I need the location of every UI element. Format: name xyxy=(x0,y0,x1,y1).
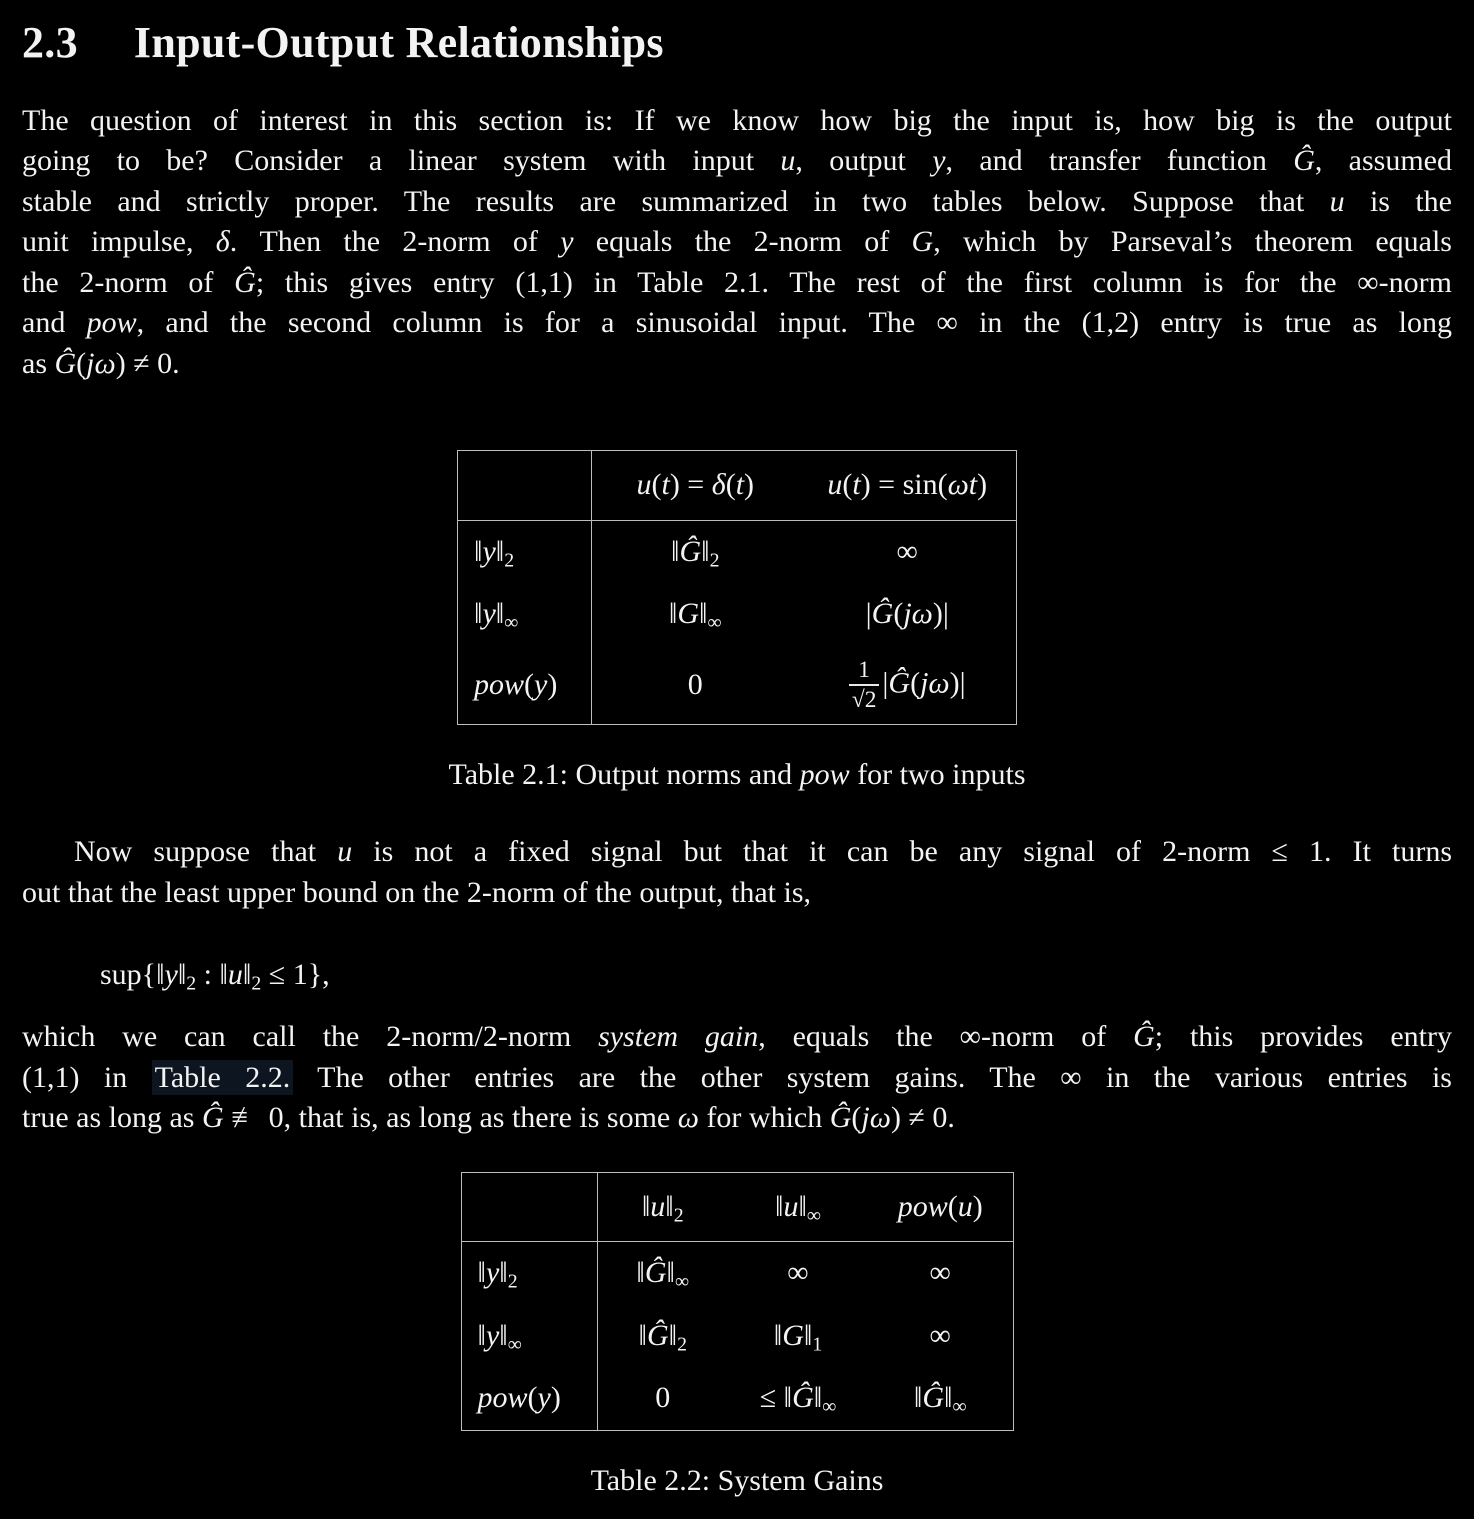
math-italic: Ĝ xyxy=(679,534,702,568)
row-label: pow(y) xyxy=(458,646,592,725)
table-system-gains xyxy=(461,1172,1014,1431)
table-cell: ∞ xyxy=(896,534,918,568)
paragraph-system-gain xyxy=(22,1017,1452,1139)
math-italic: pow xyxy=(897,1189,948,1223)
math-subscript: 2 xyxy=(504,549,515,572)
table-cell: 0 xyxy=(687,667,703,701)
math-italic: u xyxy=(1329,184,1345,218)
math-italic: y xyxy=(485,1256,500,1290)
math-italic: u xyxy=(227,958,243,992)
math-subscript: ∞ xyxy=(674,1270,690,1293)
column-header: u(t) = sin(ωt) xyxy=(799,451,1017,521)
math-italic: t xyxy=(852,468,861,502)
table-2-2-reference-link[interactable]: Table 2.2. xyxy=(152,1060,294,1095)
table-cell: $‖Ĝ‖_2$ xyxy=(638,1318,687,1356)
math-italic: y xyxy=(932,144,946,178)
math-italic: y xyxy=(537,1381,551,1415)
math-italic: jω xyxy=(86,346,116,380)
text-line: true as long as Ĝ ≢ 0, that is, as long as there is some ω for which Ĝ(jω) ≠ 0. xyxy=(22,1101,955,1135)
table-header-row xyxy=(458,451,1017,521)
math-subscript: 2 xyxy=(186,972,197,995)
math-italic: u xyxy=(827,468,843,502)
table-cell: ∞ xyxy=(929,1318,951,1352)
math-italic: t xyxy=(661,468,670,502)
math-italic: Ĝ xyxy=(1293,144,1315,178)
math-italic: u xyxy=(957,1189,973,1223)
math-italic: u xyxy=(650,1189,666,1223)
math-italic: t xyxy=(735,468,745,502)
table-cell: $‖Ĝ‖_\infty$ xyxy=(913,1381,967,1418)
column-header: $‖u‖_2$ xyxy=(597,1172,728,1242)
column-header: u(t) = δ(t) xyxy=(592,451,799,521)
row-label: pow(y) xyxy=(461,1367,597,1430)
math-italic: y xyxy=(482,534,496,568)
math-italic: pow xyxy=(474,667,525,701)
math-italic: Ĝ xyxy=(234,265,256,299)
math-italic: Ĝ xyxy=(829,1101,852,1135)
table-2-2-block xyxy=(22,1172,1452,1431)
math-italic: u xyxy=(636,468,652,502)
math-italic: δ xyxy=(711,468,726,502)
math-subscript: ∞ xyxy=(707,611,722,634)
row-label: $‖y‖_\infty$ xyxy=(458,583,592,646)
table-cell: $‖G‖_1$ xyxy=(773,1318,823,1356)
math-italic: jω xyxy=(861,1101,891,1135)
math-italic: Ĝ xyxy=(792,1381,814,1415)
table-cell: |Ĝ(jω)| xyxy=(865,597,949,631)
math-italic: y xyxy=(164,958,178,992)
table-cell: $\frac{1}{√2}$ |Ĝ(jω)| xyxy=(799,646,1017,725)
paragraph-any-signal xyxy=(22,832,1452,913)
math-italic: Ĝ xyxy=(922,1381,945,1415)
math-subscript: 2 xyxy=(251,972,262,995)
math-italic: Ĝ xyxy=(646,1318,669,1352)
table-cell: $‖G‖_\infty$ xyxy=(668,597,722,634)
display-equation: $sup\{‖y‖_2$ : $‖u‖_2 \le 1$}, xyxy=(100,958,330,995)
section-heading xyxy=(22,18,1452,69)
table-row xyxy=(461,1367,1013,1430)
math-italic: y xyxy=(485,1318,500,1352)
math-italic: y xyxy=(534,667,548,701)
math-subscript: ∞ xyxy=(952,1395,967,1418)
math-italic: Ĝ xyxy=(644,1256,667,1290)
text-line: The question of interest in this section is: If we know how big the input is, how big is the output xyxy=(22,103,1452,137)
table-2-1-block xyxy=(22,450,1452,725)
table-cell: $‖Ĝ‖_2$ xyxy=(671,534,720,572)
text-line: Now suppose that u is not a fixed signal but that it can be any signal of 2-norm ≤ 1. It turns xyxy=(74,835,1452,869)
math-italic: Ĝ xyxy=(888,665,911,699)
math-italic: u xyxy=(337,835,353,869)
math-subscript: 2 xyxy=(507,1270,518,1293)
math-subscript: ∞ xyxy=(504,611,519,634)
math-italic: ω xyxy=(677,1101,699,1135)
math-subscript: 2 xyxy=(673,1204,684,1227)
math-italic: y xyxy=(482,597,496,631)
math-subscript: 2 xyxy=(677,1333,687,1356)
column-header: pow(u) xyxy=(868,1172,1013,1242)
math-italic: ωt xyxy=(947,468,978,502)
math-italic: Ĝ xyxy=(54,346,77,380)
math-italic: δ xyxy=(215,225,230,259)
section-number: 2.3 xyxy=(22,18,78,67)
math-italic: pow xyxy=(477,1381,528,1415)
table-cell: ∞ xyxy=(929,1256,951,1290)
table-cell: $‖Ĝ‖_\infty$ xyxy=(636,1256,690,1293)
math-italic: G xyxy=(782,1318,804,1352)
math-subscript: ∞ xyxy=(806,1204,821,1227)
math-subscript: 1 xyxy=(812,1333,823,1356)
text-line: out that the least upper bound on the 2-norm of the output, that is, xyxy=(22,875,812,909)
table-row xyxy=(458,646,1017,725)
text-line: (1,1) in Table 2.2. The other entries are the other system gains. The ∞ in the various entries is xyxy=(22,1060,1452,1094)
math-italic: system gain xyxy=(598,1020,759,1054)
math-italic: u xyxy=(780,144,796,178)
math-italic: jω xyxy=(920,665,950,699)
table-row xyxy=(461,1242,1013,1305)
math-italic: G xyxy=(911,225,934,259)
text-line: and pow, and the second column is for a sinusoidal input. The ∞ in the (1,2) entry is true as long xyxy=(22,306,1452,340)
math-italic: pow xyxy=(799,758,850,792)
table-row xyxy=(458,520,1017,583)
math-subscript: ∞ xyxy=(507,1333,522,1356)
table-row xyxy=(461,1305,1013,1368)
table-cell: 0 xyxy=(655,1381,671,1415)
text-line: unit impulse, δ. Then the 2-norm of y equals the 2-norm of G, which by Parseval’s theorem equals xyxy=(22,225,1452,259)
math-italic: y xyxy=(560,225,574,259)
math-italic: jω xyxy=(903,597,933,631)
math-subscript: 2 xyxy=(709,549,720,572)
math-italic: Ĝ xyxy=(201,1101,224,1135)
table-cell: ≤ $‖Ĝ‖_\infty$ xyxy=(759,1381,837,1418)
table-output-norms xyxy=(457,450,1017,725)
column-header: $‖u‖_\infty$ xyxy=(728,1172,868,1242)
math-italic: pow xyxy=(86,306,137,340)
corner-cell xyxy=(458,451,592,521)
section-title: Input-Output Relationships xyxy=(133,18,664,67)
row-label: $‖y‖_\infty$ xyxy=(461,1305,597,1368)
corner-cell xyxy=(461,1172,597,1242)
text-line: the 2-norm of Ĝ; this gives entry (1,1) in Table 2.1. The rest of the first column is for the ∞-norm xyxy=(22,265,1452,299)
table-header-row xyxy=(461,1172,1013,1242)
text-line: as Ĝ(jω) ≠ 0. xyxy=(22,346,180,380)
math-italic: u xyxy=(783,1189,799,1223)
table-2-2-caption: Table 2.2: System Gains xyxy=(590,1463,884,1497)
fraction: $\frac{1}{√2}$ xyxy=(849,657,880,714)
paragraph-intro xyxy=(22,101,1452,385)
table-cell: ∞ xyxy=(787,1256,809,1290)
text-line: going to be? Consider a linear system with input u, output y, and transfer function Ĝ, assumed xyxy=(22,144,1452,178)
row-label: $‖y‖_2$ xyxy=(458,520,592,583)
math-italic: G xyxy=(677,597,700,631)
table-row xyxy=(458,583,1017,646)
math-italic: Ĝ xyxy=(871,597,894,631)
text-line: stable and strictly proper. The results are summarized in two tables below. Suppose that u is the xyxy=(22,184,1452,218)
math-subscript: ∞ xyxy=(822,1395,837,1418)
text-line: which we can call the 2-norm/2-norm system gain, equals the ∞-norm of Ĝ; this provides entry xyxy=(22,1020,1452,1054)
math-italic: Ĝ xyxy=(1133,1020,1155,1054)
row-label: $‖y‖_2$ xyxy=(461,1242,597,1305)
table-2-1-caption: Table 2.1: Output norms and pow for two inputs xyxy=(448,758,1026,792)
